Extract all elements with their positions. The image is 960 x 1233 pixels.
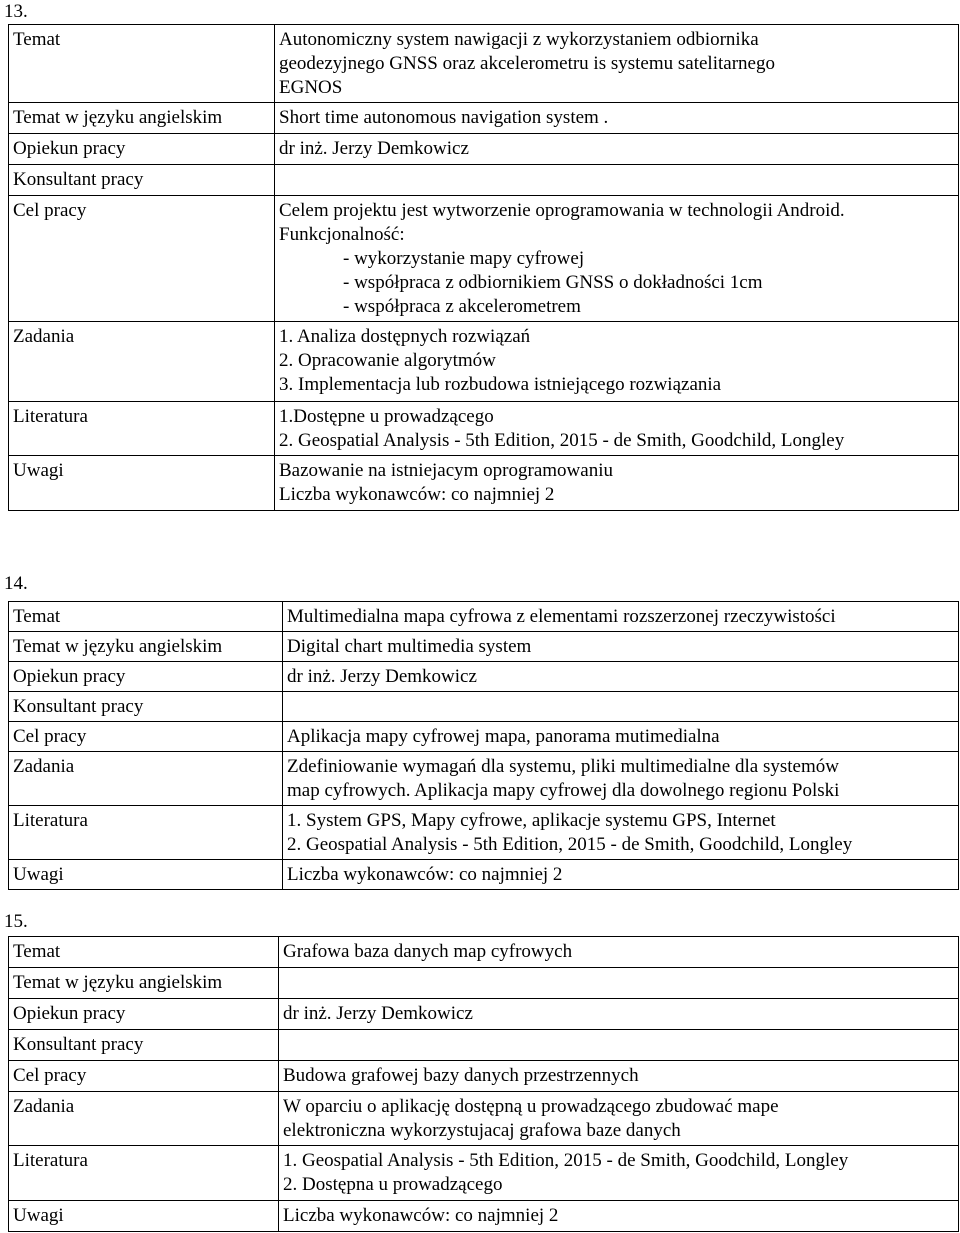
value-line: Aplikacja mapy cyfrowej mapa, panorama mutimedialna — [287, 726, 720, 747]
row-label: Opiekun pracy — [9, 134, 275, 165]
table-row — [9, 103, 959, 134]
table-row — [9, 25, 959, 103]
value-line: 3. Implementacja lub rozbudowa istniejącego rozwiązania — [279, 374, 722, 395]
value-subline: - współpraca z akcelerometrem — [343, 296, 581, 317]
row-label: Uwagi — [9, 1201, 279, 1232]
row-label: Temat w języku angielskim — [9, 968, 279, 999]
table-row — [9, 456, 959, 511]
value-line: dr inż. Jerzy Demkowicz — [279, 138, 469, 159]
row-value — [275, 134, 959, 165]
row-label: Cel pracy — [9, 722, 283, 752]
row-label: Temat w języku angielskim — [9, 103, 275, 134]
row-value — [279, 1030, 959, 1061]
section-13-number: 13. — [4, 1, 28, 22]
value-line: elektroniczna wykorzystujacaj grafowa baze danych — [283, 1120, 681, 1141]
value-subline: - współpraca z odbiornikiem GNSS o dokładności 1cm — [343, 272, 763, 293]
row-label: Literatura — [9, 1146, 279, 1201]
row-value — [283, 692, 959, 722]
table-row — [9, 662, 959, 692]
row-value — [275, 196, 959, 322]
value-line: dr inż. Jerzy Demkowicz — [287, 666, 477, 687]
table-row — [9, 752, 959, 806]
row-value — [279, 1092, 959, 1146]
row-value — [283, 602, 959, 632]
value-line: Funkcjonalność: — [279, 224, 405, 245]
table-row — [9, 1061, 959, 1092]
table-row — [9, 860, 959, 890]
row-value — [279, 999, 959, 1030]
value-line: Bazowanie na istniejacym oprogramowaniu — [279, 460, 613, 481]
row-value — [283, 722, 959, 752]
row-label: Opiekun pracy — [9, 999, 279, 1030]
value-line: Grafowa baza danych map cyfrowych — [283, 941, 573, 962]
table-row — [9, 402, 959, 456]
table-row — [9, 1030, 959, 1061]
row-value — [275, 402, 959, 456]
row-value — [283, 632, 959, 662]
table-row — [9, 999, 959, 1030]
row-value — [279, 1061, 959, 1092]
value-line: Short time autonomous navigation system . — [279, 107, 609, 128]
value-line: 2. Geospatial Analysis - 5th Edition, 2015 - de Smith, Goodchild, Longley — [279, 430, 845, 451]
section-15-number: 15. — [4, 911, 28, 932]
row-label: Konsultant pracy — [9, 692, 283, 722]
value-line: 2. Opracowanie algorytmów — [279, 350, 496, 371]
row-label: Literatura — [9, 402, 275, 456]
table-row — [9, 806, 959, 860]
value-line: Zdefiniowanie wymagań dla systemu, pliki multimedialne dla systemów — [287, 756, 839, 777]
row-value — [279, 968, 959, 999]
row-label: Uwagi — [9, 860, 283, 890]
row-label: Zadania — [9, 752, 283, 806]
table-row — [9, 937, 959, 968]
value-line: W oparciu o aplikację dostępną u prowadzącego zbudować mape — [283, 1096, 779, 1117]
row-value — [275, 103, 959, 134]
table-row — [9, 1201, 959, 1232]
row-value — [283, 860, 959, 890]
table-row — [9, 165, 959, 196]
section-14-table — [8, 601, 959, 890]
row-value — [275, 165, 959, 196]
table-row — [9, 722, 959, 752]
table-row — [9, 196, 959, 322]
row-value — [279, 1201, 959, 1232]
value-line: EGNOS — [279, 77, 343, 98]
value-line: Autonomiczny system nawigacji z wykorzystaniem odbiornika — [279, 29, 759, 50]
row-label: Konsultant pracy — [9, 165, 275, 196]
row-label: Temat — [9, 602, 283, 632]
table-row — [9, 1146, 959, 1201]
value-line: 1. System GPS, Mapy cyfrowe, aplikacje systemu GPS, Internet — [287, 810, 776, 831]
row-label: Konsultant pracy — [9, 1030, 279, 1061]
value-line: Liczba wykonawców: co najmniej 2 — [283, 1205, 559, 1226]
value-line: 1. Analiza dostępnych rozwiązań — [279, 326, 531, 347]
row-label: Cel pracy — [9, 196, 275, 322]
row-value — [279, 937, 959, 968]
section-13-table — [8, 24, 959, 511]
row-label: Cel pracy — [9, 1061, 279, 1092]
table-row — [9, 322, 959, 402]
table-row — [9, 632, 959, 662]
value-line: Digital chart multimedia system — [287, 636, 532, 657]
row-value — [283, 806, 959, 860]
row-value — [275, 25, 959, 103]
table-row — [9, 692, 959, 722]
value-line: Liczba wykonawców: co najmniej 2 — [287, 864, 563, 885]
table-row — [9, 968, 959, 999]
value-line: geodezyjnego GNSS oraz akcelerometru is systemu satelitarnego — [279, 53, 775, 74]
value-line: Multimedialna mapa cyfrowa z elementami rozszerzonej rzeczywistości — [287, 606, 836, 627]
row-label: Zadania — [9, 1092, 279, 1146]
row-label: Temat — [9, 25, 275, 103]
value-line: Budowa grafowej bazy danych przestrzennych — [283, 1065, 639, 1086]
value-subline: - wykorzystanie mapy cyfrowej — [343, 248, 585, 269]
row-value — [275, 322, 959, 402]
row-label: Temat w języku angielskim — [9, 632, 283, 662]
row-value — [283, 662, 959, 692]
value-line: 2. Dostępna u prowadzącego — [283, 1174, 503, 1195]
section-14-number: 14. — [4, 573, 28, 594]
value-line: 2. Geospatial Analysis - 5th Edition, 2015 - de Smith, Goodchild, Longley — [287, 834, 853, 855]
value-line: map cyfrowych. Aplikacja mapy cyfrowej dla dowolnego regionu Polski — [287, 780, 840, 801]
table-row — [9, 1092, 959, 1146]
value-line: dr inż. Jerzy Demkowicz — [283, 1003, 473, 1024]
value-line: 1.Dostępne u prowadzącego — [279, 406, 494, 427]
table-row — [9, 602, 959, 632]
row-label: Opiekun pracy — [9, 662, 283, 692]
value-line: 1. Geospatial Analysis - 5th Edition, 2015 - de Smith, Goodchild, Longley — [283, 1150, 849, 1171]
table-row — [9, 134, 959, 165]
row-value — [275, 456, 959, 511]
row-label: Uwagi — [9, 456, 275, 511]
row-value — [279, 1146, 959, 1201]
value-line: Liczba wykonawców: co najmniej 2 — [279, 484, 555, 505]
row-value — [283, 752, 959, 806]
row-label: Temat — [9, 937, 279, 968]
value-line: Celem projektu jest wytworzenie oprogramowania w technologii Android. — [279, 200, 845, 221]
row-label: Zadania — [9, 322, 275, 402]
section-15-table — [8, 936, 959, 1232]
row-label: Literatura — [9, 806, 283, 860]
